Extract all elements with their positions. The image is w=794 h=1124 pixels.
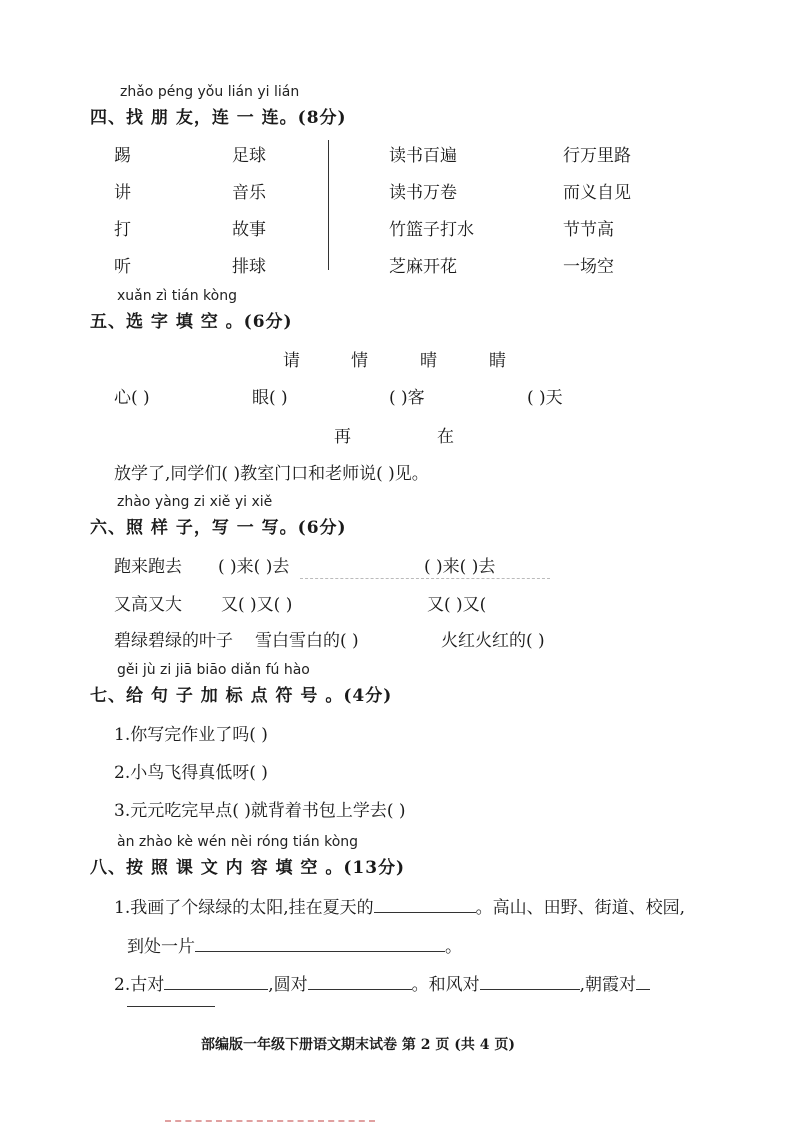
- s5-char2-1: 在: [437, 427, 454, 447]
- s8-q1-suffix: 。高山、田野、街道、校园,: [475, 898, 686, 918]
- s8-q2-blank-4-cont[interactable]: [127, 1006, 215, 1007]
- scan-artifact: [300, 578, 550, 579]
- s4-left-a-0: 踢: [114, 146, 131, 166]
- s5-item-3[interactable]: ( )天: [527, 388, 563, 408]
- s8-q2-c: 。和风对: [411, 975, 480, 995]
- s7-item-2[interactable]: 3.元元吃完早点( )就背着书包上学去( ): [114, 801, 406, 821]
- s8-q2-b: ,圆对: [268, 975, 308, 995]
- s4-right-b-3: 一场空: [563, 257, 614, 277]
- s8-q1-line2: [127, 932, 462, 957]
- s4-right-a-3: 芝麻开花: [389, 257, 457, 277]
- s5-char-0: 请: [283, 351, 300, 371]
- s8-title: 八、按 照 课 文 内 容 填 空 。(13分): [90, 858, 406, 878]
- s8-q2-blank-2[interactable]: [308, 973, 412, 990]
- page-footer: 部编版一年级下册语文期末试卷 第 2 页 (共 4 页): [201, 1037, 515, 1053]
- s6-row3-a[interactable]: 雪白雪白的( ): [255, 631, 359, 651]
- s8-q1-prefix: 1.我画了个绿绿的太阳,挂在夏天的: [114, 898, 374, 918]
- s5-char2-0: 再: [334, 427, 351, 447]
- s4-right-b-1: 而义自见: [563, 183, 631, 203]
- s4-left-a-1: 讲: [114, 183, 131, 203]
- s7-item-0[interactable]: 1.你写完作业了吗( ): [114, 725, 268, 745]
- s8-q2-blank-1[interactable]: [164, 973, 268, 990]
- s7-item-1[interactable]: 2.小鸟飞得真低呀( ): [114, 763, 268, 783]
- s6-row3-b[interactable]: 火红火红的( ): [441, 631, 545, 651]
- s5-item-0[interactable]: 心( ): [114, 388, 150, 408]
- s6-row2-example: 又高又大: [114, 595, 182, 615]
- s8-q2-blank-3[interactable]: [480, 973, 580, 990]
- s6-row3-example: 碧绿碧绿的叶子: [114, 631, 233, 651]
- s6-row1-example: 跑来跑去: [114, 557, 182, 577]
- s4-right-a-1: 读书万卷: [389, 183, 457, 203]
- s4-left-a-2: 打: [114, 220, 131, 240]
- s7-pinyin: gěi jù zi jiā biāo diǎn fú hào: [117, 662, 310, 678]
- s4-left-b-0: 足球: [232, 146, 266, 166]
- s8-q2-a: 2.古对: [114, 975, 165, 995]
- s8-q2-line: [114, 970, 650, 995]
- s8-q1-line2-suffix: 。: [445, 937, 462, 957]
- s8-q1-blank-1[interactable]: [374, 896, 476, 913]
- s6-row2-b[interactable]: 又( )又(: [427, 595, 487, 615]
- s5-title: 五、选 字 填 空 。(6分): [90, 312, 293, 332]
- s5-char-1: 情: [351, 351, 368, 371]
- s8-q2-blank-4[interactable]: [636, 973, 650, 990]
- s4-title: 四、找 朋 友，连 一 连。(8分): [90, 108, 347, 128]
- s4-left-a-3: 听: [114, 257, 131, 277]
- s8-q1-line1: [114, 893, 685, 918]
- s6-row1-a[interactable]: ( )来( )去: [218, 557, 290, 577]
- s5-item-2[interactable]: ( )客: [389, 388, 425, 408]
- s8-q2-d: ,朝霞对: [579, 975, 637, 995]
- s5-sentence[interactable]: 放学了,同学们( )教室门口和老师说( )见。: [114, 464, 429, 484]
- s5-item-1[interactable]: 眼( ): [252, 388, 288, 408]
- s4-left-b-3: 排球: [232, 257, 266, 277]
- s4-right-a-2: 竹篮子打水: [389, 220, 474, 240]
- s6-row1-b[interactable]: ( )来( )去: [424, 557, 496, 577]
- s6-title: 六、照 样 子，写 一 写。(6分): [90, 518, 347, 538]
- s4-pinyin: zhǎo péng yǒu lián yi lián: [120, 84, 300, 100]
- s8-pinyin: àn zhào kè wén nèi róng tián kòng: [117, 834, 359, 850]
- s4-right-b-2: 节节高: [563, 220, 614, 240]
- s8-q1-line2-prefix: 到处一片: [127, 937, 195, 957]
- s7-title: 七、给 句 子 加 标 点 符 号 。(4分): [90, 686, 393, 706]
- s6-row2-a[interactable]: 又( )又( ): [221, 595, 293, 615]
- s4-right-a-0: 读书百遍: [389, 146, 457, 166]
- s8-q1-blank-2[interactable]: [195, 935, 445, 952]
- s4-right-b-0: 行万里路: [563, 146, 631, 166]
- scan-artifact-bottom: [165, 1120, 375, 1122]
- s4-left-b-1: 音乐: [232, 183, 266, 203]
- s6-pinyin: zhào yàng zi xiě yi xiě: [117, 494, 273, 510]
- s5-char-3: 睛: [489, 351, 506, 371]
- s4-divider: [328, 140, 329, 270]
- s5-pinyin: xuǎn zì tián kòng: [117, 288, 237, 304]
- s4-left-b-2: 故事: [232, 220, 266, 240]
- s5-char-2: 晴: [420, 351, 437, 371]
